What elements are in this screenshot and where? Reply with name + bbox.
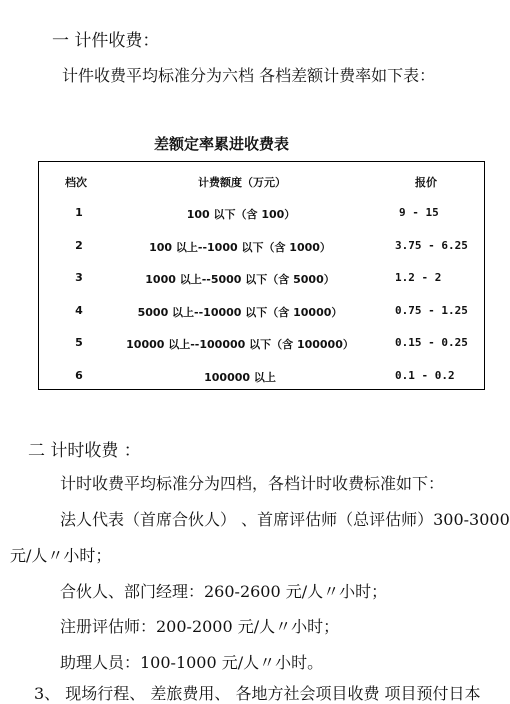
table-cell-price: 0.15 - 0.25 (395, 336, 468, 349)
table-title: 差额定率累进收费表 (154, 135, 290, 153)
table-cell-price: 1.2 - 2 (395, 271, 442, 284)
fee-table (38, 161, 485, 390)
rate-line-partner: 合伙人、部门经理：260-2600 元/人〃小时； (60, 582, 388, 601)
table-cell-grade: 6 (75, 369, 83, 382)
section-two-title: 二 计时收费 ： (28, 441, 141, 461)
table-header-price: 报价 (415, 176, 437, 189)
table-cell-range: 100000 以上 (204, 371, 276, 384)
table-cell-grade: 5 (75, 336, 83, 349)
table-cell-price: 3.75 - 6.25 (395, 239, 468, 252)
table-cell-price: 0.1 - 0.2 (395, 369, 455, 382)
rate-line-legal-rep-unit: 元/人〃小时； (10, 546, 112, 565)
section-one-title: 一 计件收费： (52, 31, 160, 51)
table-cell-grade: 2 (75, 239, 83, 252)
table-cell-price: 9 - 15 (399, 206, 439, 219)
table-cell-range: 100 以上--1000 以下（含 1000） (149, 241, 331, 254)
table-cell-grade: 4 (75, 304, 83, 317)
table-header-range: 计费额度（万元） (198, 176, 286, 189)
table-cell-grade: 3 (75, 271, 83, 284)
table-cell-range: 1000 以上--5000 以下（含 5000） (145, 273, 335, 286)
table-cell-price: 0.75 - 1.25 (395, 304, 468, 317)
table-header-grade: 档次 (65, 176, 87, 189)
table-cell-grade: 1 (75, 206, 83, 219)
table-cell-range: 10000 以上--100000 以下（含 100000） (126, 338, 354, 351)
rate-line-legal-rep: 法人代表（首席合伙人） 、首席评估师（总评估师）300-3000 (60, 510, 510, 529)
rate-line-assistant: 助理人员：100-1000 元/人〃小时。 (60, 653, 324, 672)
section-one-intro: 计件收费平均标准分为六档 各档差额计费率如下表： (62, 66, 436, 85)
cut-off-line (0, 681, 509, 703)
table-cell-range: 5000 以上--10000 以下（含 10000） (137, 306, 343, 319)
cut-off-line-text: 3、 现场行程、 差旅费用、 各地方社会项目收费 项目预付日本 (34, 684, 481, 703)
rate-line-certified-appraiser: 注册评估师：200-2000 元/人〃小时； (60, 617, 340, 636)
section-two-intro: 计时收费平均标准分为四档，各档计时收费标准如下： (60, 474, 445, 493)
table-cell-range: 100 以下（含 100） (186, 208, 296, 221)
